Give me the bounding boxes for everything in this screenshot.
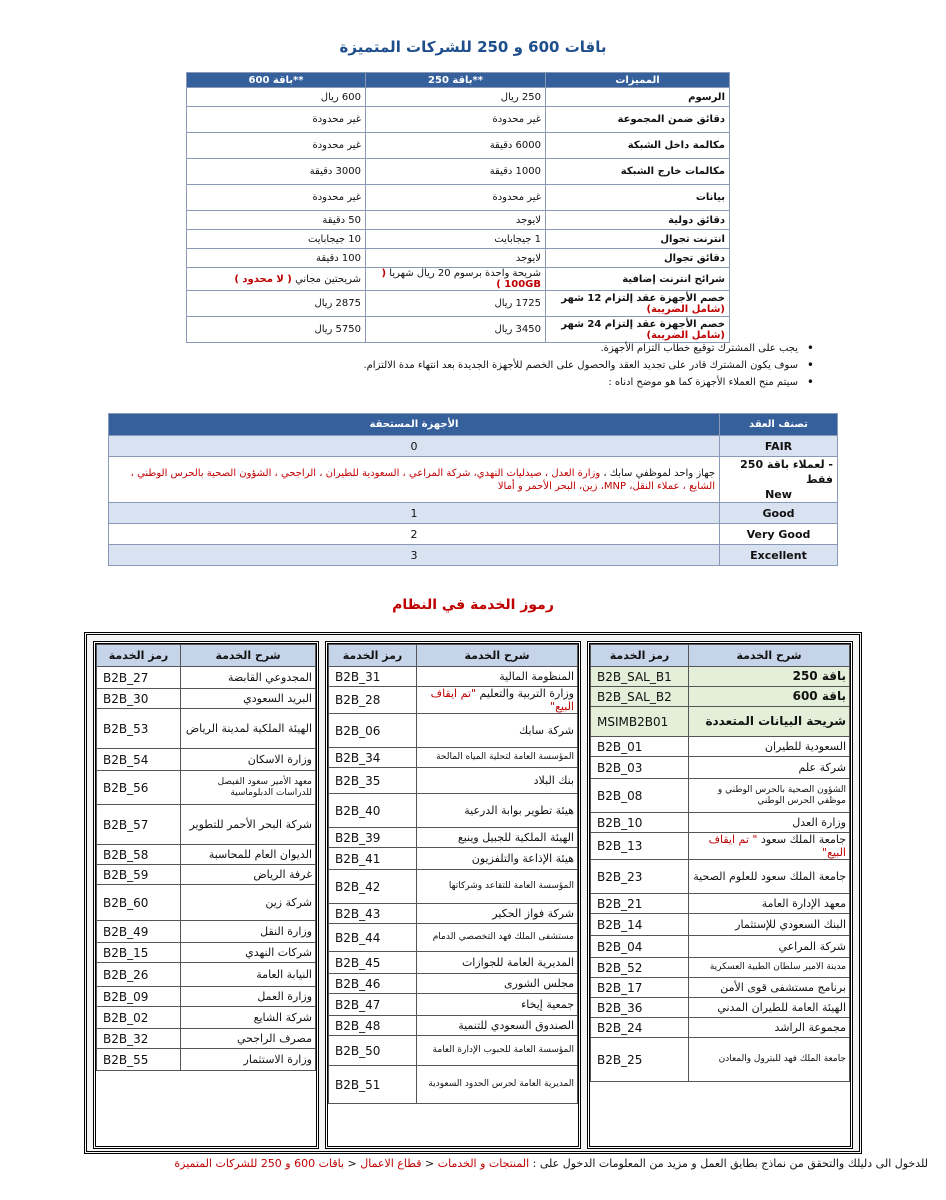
service-code: B2B_SAL_B2 xyxy=(591,687,689,707)
service-name: المجدوعي القابضة xyxy=(181,667,316,689)
table-row xyxy=(97,667,316,689)
service-code: B2B_41 xyxy=(329,848,417,870)
table-row xyxy=(591,958,850,978)
feature-cell: دقائق تجوال xyxy=(546,249,730,268)
service-code: B2B_42 xyxy=(329,870,417,904)
table-row xyxy=(109,457,838,503)
devices-list: وزارة العدل ، صيدليات النهدي، شركة المراعي ، السعودية للطيران ، الراجحي ، الشؤون الصحية بالحرس الوطني ، الشايع ، عملاء النقل، MNP، زين، البحر الأحمر و أمالا xyxy=(130,467,715,492)
table-row xyxy=(329,870,578,904)
service-code: B2B_53 xyxy=(97,709,181,749)
service-name: شركة علم xyxy=(689,757,850,779)
table-row xyxy=(329,848,578,870)
service-code: B2B_39 xyxy=(329,828,417,848)
package-600-cell: شريحتين مجاني ( لا محدود ) xyxy=(187,268,366,291)
link-business-sector[interactable]: قطاع الاعمال xyxy=(360,1157,422,1170)
service-codes-frame xyxy=(84,632,862,1154)
service-code: B2B_49 xyxy=(97,921,181,943)
table-row xyxy=(591,998,850,1018)
service-name: مجلس الشورى xyxy=(417,974,578,994)
table-row xyxy=(187,230,730,249)
service-code: B2B_36 xyxy=(591,998,689,1018)
table-row xyxy=(591,936,850,958)
table-row xyxy=(591,978,850,998)
header-package-600: **باقة 600 xyxy=(187,73,366,88)
service-code: B2B_08 xyxy=(591,779,689,813)
table-row xyxy=(187,107,730,133)
table-row xyxy=(329,904,578,924)
codes-block-3 xyxy=(93,641,319,1149)
package-250-cell: شريحة واحدة برسوم 20 ريال شهريا ( 100GB ) xyxy=(366,268,546,291)
table-row xyxy=(591,779,850,813)
service-name: مدينة الامير سلطان الطبية العسكرية xyxy=(689,958,850,978)
service-name: شركات النهدي xyxy=(181,943,316,963)
table-row xyxy=(591,833,850,860)
service-code: B2B_02 xyxy=(97,1007,181,1029)
service-code: B2B_09 xyxy=(97,987,181,1007)
service-name: المديرية العامة لحرس الحدود السعودية xyxy=(417,1066,578,1104)
packages-table xyxy=(186,72,730,343)
service-code: B2B_44 xyxy=(329,924,417,952)
feature-cell: انترنت تجوال xyxy=(546,230,730,249)
header-service-code: رمز الخدمة xyxy=(329,645,417,667)
package-600-cell: غير محدودة xyxy=(187,185,366,211)
table-row xyxy=(329,687,578,714)
class-label: - لعملاء باقة 250 فقط xyxy=(740,458,833,486)
service-code: B2B_24 xyxy=(591,1018,689,1038)
service-name: وزارة الاسكان xyxy=(181,749,316,771)
table-row xyxy=(97,963,316,987)
service-name: الهيئة الملكية للجبيل وينبع xyxy=(417,828,578,848)
service-code: B2B_15 xyxy=(97,943,181,963)
table-row xyxy=(329,748,578,768)
service-name: جامعة الملك سعود " تم ايقاف البيع" xyxy=(689,833,850,860)
service-name: هيئة تطوير بوابة الدرعية xyxy=(417,794,578,828)
header-service-code: رمز الخدمة xyxy=(591,645,689,667)
feature-cell: مكالمات خارج الشبكة xyxy=(546,159,730,185)
table-row xyxy=(97,771,316,805)
service-name: المؤسسة العامة للتقاعد وشركاتها xyxy=(417,870,578,904)
table-row xyxy=(187,268,730,291)
table-row xyxy=(97,709,316,749)
service-name: المديرية العامة للجوازات xyxy=(417,952,578,974)
package-600-cell: 2875 ريال xyxy=(187,291,366,317)
table-row xyxy=(187,249,730,268)
table-row xyxy=(329,1036,578,1066)
feature-cell: شرائح انترنت إضافية xyxy=(546,268,730,291)
service-code: B2B_03 xyxy=(591,757,689,779)
service-name: الهيئة الملكية لمدينة الرياض xyxy=(181,709,316,749)
note-item: • سوف يكون المشترك قادر على تجديد العقد والحصول على الخصم للأجهزة الجديدة بعد انتهاء مدة الالتزام. xyxy=(196,357,816,374)
table-row xyxy=(187,88,730,107)
table-row xyxy=(329,952,578,974)
package-250-cell: لايوجد xyxy=(366,211,546,230)
service-code: B2B_56 xyxy=(97,771,181,805)
package-600-cell: 100 دقيقة xyxy=(187,249,366,268)
table-row xyxy=(187,185,730,211)
service-name: غرفة الرياض xyxy=(181,865,316,885)
service-name: المؤسسة العامة للحبوب الإدارة العامة xyxy=(417,1036,578,1066)
service-name: شركة الشايع xyxy=(181,1007,316,1029)
service-name: جامعة الملك فهد للبترول والمعادن xyxy=(689,1038,850,1082)
package-600-cell: 10 جيجابايت xyxy=(187,230,366,249)
service-name: الديوان العام للمحاسبة xyxy=(181,845,316,865)
table-row xyxy=(97,865,316,885)
service-name: وزارة النقل xyxy=(181,921,316,943)
service-code: B2B_06 xyxy=(329,714,417,748)
table-row xyxy=(329,714,578,748)
service-name: البريد السعودي xyxy=(181,689,316,709)
package-250-cell: غير محدودة xyxy=(366,107,546,133)
header-service-name: شرح الخدمة xyxy=(689,645,850,667)
header-service-name: شرح الخدمة xyxy=(417,645,578,667)
footer-text: للدخول الى دليلك والتحقق من نماذج بطايق العمل و مزيد من المعلومات الدخول على : xyxy=(532,1157,928,1170)
header-contract-class: تصنف العقد xyxy=(720,414,838,436)
package-250-cell: 6000 دقيقة xyxy=(366,133,546,159)
breadcrumb-sep: < xyxy=(344,1157,357,1170)
note-item: • يجب على المشترك توقيع خطاب التزام الأجهزة. xyxy=(196,340,816,357)
table-row xyxy=(329,1066,578,1104)
table-row xyxy=(591,914,850,936)
table-row xyxy=(329,1016,578,1036)
service-code: B2B_31 xyxy=(329,667,417,687)
table-row xyxy=(97,1049,316,1071)
service-name: باقة 250 xyxy=(689,667,850,687)
service-name: وزارة الاستثمار xyxy=(181,1049,316,1071)
service-name: شركة البحر الأحمر للتطوير xyxy=(181,805,316,845)
service-name: برنامج مستشفى قوى الأمن xyxy=(689,978,850,998)
service-name: هيئة الإذاعة والتلفزيون xyxy=(417,848,578,870)
table-row xyxy=(97,845,316,865)
feature-cell: خصم الأجهزة عقد إلتزام 24 شهر (شامل الضريبة) xyxy=(546,317,730,343)
service-code: B2B_26 xyxy=(97,963,181,987)
service-name: بنك البلاد xyxy=(417,768,578,794)
page-title: باقات 600 و 250 للشركات المتميزة xyxy=(339,38,607,56)
codes-table-2 xyxy=(328,644,578,1104)
codes-block-2 xyxy=(325,641,581,1149)
service-code: B2B_43 xyxy=(329,904,417,924)
service-name: الصندوق السعودي للتنمية xyxy=(417,1016,578,1036)
table-row xyxy=(187,211,730,230)
service-code: B2B_59 xyxy=(97,865,181,885)
package-600-cell: غير محدودة xyxy=(187,107,366,133)
table-row xyxy=(97,1007,316,1029)
service-code: B2B_04 xyxy=(591,936,689,958)
service-name: وزارة التربية والتعليم "تم ايقاف البيع" xyxy=(417,687,578,714)
service-code: MSIMB2B01 xyxy=(591,707,689,737)
service-name: جامعة الملك سعود للعلوم الصحية xyxy=(689,860,850,894)
header-features: المميزات xyxy=(546,73,730,88)
table-row xyxy=(97,1029,316,1049)
service-name: شركة المراعي xyxy=(689,936,850,958)
service-name: باقة 600 xyxy=(689,687,850,707)
service-code: B2B_14 xyxy=(591,914,689,936)
class-label-new: New xyxy=(765,488,792,501)
table-row xyxy=(591,707,850,737)
table-row xyxy=(187,291,730,317)
service-code: B2B_28 xyxy=(329,687,417,714)
feature-cell: الرسوم xyxy=(546,88,730,107)
notes-list xyxy=(196,340,816,391)
service-code: B2B_01 xyxy=(591,737,689,757)
service-code: B2B_51 xyxy=(329,1066,417,1104)
table-row xyxy=(591,757,850,779)
service-name: شركة سابك xyxy=(417,714,578,748)
service-name: وزارة العدل xyxy=(689,813,850,833)
codes-table-3 xyxy=(96,644,316,1071)
service-name: السعودية للطيران xyxy=(689,737,850,757)
service-code: B2B_35 xyxy=(329,768,417,794)
feature-cell: مكالمة داخل الشبكة xyxy=(546,133,730,159)
service-code: B2B_60 xyxy=(97,885,181,921)
table-row: Good 1 xyxy=(109,503,838,524)
service-name: النيابة العامة xyxy=(181,963,316,987)
link-packages-page[interactable]: باقات 600 و 250 للشركات المتميزة xyxy=(174,1157,344,1170)
table-row xyxy=(329,994,578,1016)
service-code: B2B_34 xyxy=(329,748,417,768)
package-600-cell: غير محدودة xyxy=(187,133,366,159)
table-row: Excellent 3 xyxy=(109,545,838,566)
service-code: B2B_13 xyxy=(591,833,689,860)
table-row xyxy=(329,974,578,994)
service-code: B2B_57 xyxy=(97,805,181,845)
package-250-cell: لايوجد xyxy=(366,249,546,268)
service-code: B2B_30 xyxy=(97,689,181,709)
table-row xyxy=(97,885,316,921)
service-code: B2B_50 xyxy=(329,1036,417,1066)
table-row xyxy=(329,768,578,794)
service-code: B2B_32 xyxy=(97,1029,181,1049)
package-250-cell: 1725 ريال xyxy=(366,291,546,317)
service-name: شركة زين xyxy=(181,885,316,921)
note-item: • سيتم منح العملاء الأجهزة كما هو موضح ادناه : xyxy=(196,374,816,391)
table-row xyxy=(329,667,578,687)
service-name: شريحة البيانات المتعددة xyxy=(689,707,850,737)
service-name: المؤسسة العامة لتحلية المياه المالحة xyxy=(417,748,578,768)
table-row xyxy=(591,1018,850,1038)
header-package-250: **باقة 250 xyxy=(366,73,546,88)
service-code: B2B_47 xyxy=(329,994,417,1016)
service-name: الشؤون الصحية بالحرس الوطني و موظفي الحرس الوطني xyxy=(689,779,850,813)
table-row xyxy=(591,737,850,757)
service-name: مصرف الراجحي xyxy=(181,1029,316,1049)
service-name: البنك السعودي للإستثمار xyxy=(689,914,850,936)
service-code: B2B_SAL_B1 xyxy=(591,667,689,687)
package-250-cell: 1 جيجابايت xyxy=(366,230,546,249)
table-row xyxy=(97,749,316,771)
table-row: FAIR 0 xyxy=(109,436,838,457)
table-row xyxy=(329,924,578,952)
package-600-cell: 3000 دقيقة xyxy=(187,159,366,185)
service-name: معهد الإدارة العامة xyxy=(689,894,850,914)
codes-title: رموز الخدمة في النظام xyxy=(392,597,554,613)
table-row xyxy=(591,687,850,707)
footer-note xyxy=(40,1156,928,1172)
service-code: B2B_21 xyxy=(591,894,689,914)
service-code: B2B_10 xyxy=(591,813,689,833)
service-code: B2B_55 xyxy=(97,1049,181,1071)
header-service-code: رمز الخدمة xyxy=(97,645,181,667)
feature-cell: خصم الأجهزة عقد إلتزام 12 شهر (شامل الضريبة) xyxy=(546,291,730,317)
header-devices: الأجهزة المستحقة xyxy=(109,414,720,436)
table-row xyxy=(97,689,316,709)
service-name: معهد الأمير سعود الفيصل للدراسات الدبلوماسية xyxy=(181,771,316,805)
service-name: مجموعة الراشد xyxy=(689,1018,850,1038)
service-code: B2B_45 xyxy=(329,952,417,974)
service-code: B2B_46 xyxy=(329,974,417,994)
service-name: المنظومة المالية xyxy=(417,667,578,687)
codes-table-1 xyxy=(590,644,850,1082)
service-name: شركة فواز الحكير xyxy=(417,904,578,924)
package-250-cell: 3450 ريال xyxy=(366,317,546,343)
table-row xyxy=(591,813,850,833)
package-250-cell: غير محدودة xyxy=(366,185,546,211)
package-600-cell: 5750 ريال xyxy=(187,317,366,343)
feature-cell: بيانات xyxy=(546,185,730,211)
service-code: B2B_52 xyxy=(591,958,689,978)
table-row xyxy=(97,921,316,943)
table-row xyxy=(187,159,730,185)
service-code: B2B_23 xyxy=(591,860,689,894)
feature-cell: دقائق ضمن المجموعة xyxy=(546,107,730,133)
service-code: B2B_27 xyxy=(97,667,181,689)
devices-table xyxy=(108,413,838,566)
service-code: B2B_58 xyxy=(97,845,181,865)
package-600-cell: 50 دقيقة xyxy=(187,211,366,230)
table-row xyxy=(187,133,730,159)
table-row xyxy=(591,894,850,914)
service-code: B2B_48 xyxy=(329,1016,417,1036)
table-row xyxy=(591,667,850,687)
table-row xyxy=(329,794,578,828)
package-250-cell: 1000 دقيقة xyxy=(366,159,546,185)
package-250-cell: 250 ريال xyxy=(366,88,546,107)
service-code: B2B_54 xyxy=(97,749,181,771)
service-name: مستشفى الملك فهد التخصصي الدمام xyxy=(417,924,578,952)
table-row xyxy=(97,943,316,963)
table-row: Very Good 2 xyxy=(109,524,838,545)
service-name: وزارة العمل xyxy=(181,987,316,1007)
table-row xyxy=(329,828,578,848)
service-name: الهيئة العامة للطيران المدني xyxy=(689,998,850,1018)
feature-cell: دقائق دولية xyxy=(546,211,730,230)
service-code: B2B_40 xyxy=(329,794,417,828)
table-row xyxy=(97,987,316,1007)
service-name: جمعية إيخاء xyxy=(417,994,578,1016)
table-row xyxy=(97,805,316,845)
table-row xyxy=(187,317,730,343)
header-service-name: شرح الخدمة xyxy=(181,645,316,667)
link-products-services[interactable]: المنتجات و الخدمات xyxy=(437,1157,530,1170)
table-row xyxy=(591,860,850,894)
table-row xyxy=(591,1038,850,1082)
service-code: B2B_17 xyxy=(591,978,689,998)
service-code: B2B_25 xyxy=(591,1038,689,1082)
devices-prefix: جهاز واحد لموظفي سابك ، xyxy=(600,467,715,479)
codes-block-1 xyxy=(587,641,853,1149)
package-600-cell: 600 ريال xyxy=(187,88,366,107)
table-header-row xyxy=(187,73,730,88)
breadcrumb-sep: < xyxy=(421,1157,435,1170)
